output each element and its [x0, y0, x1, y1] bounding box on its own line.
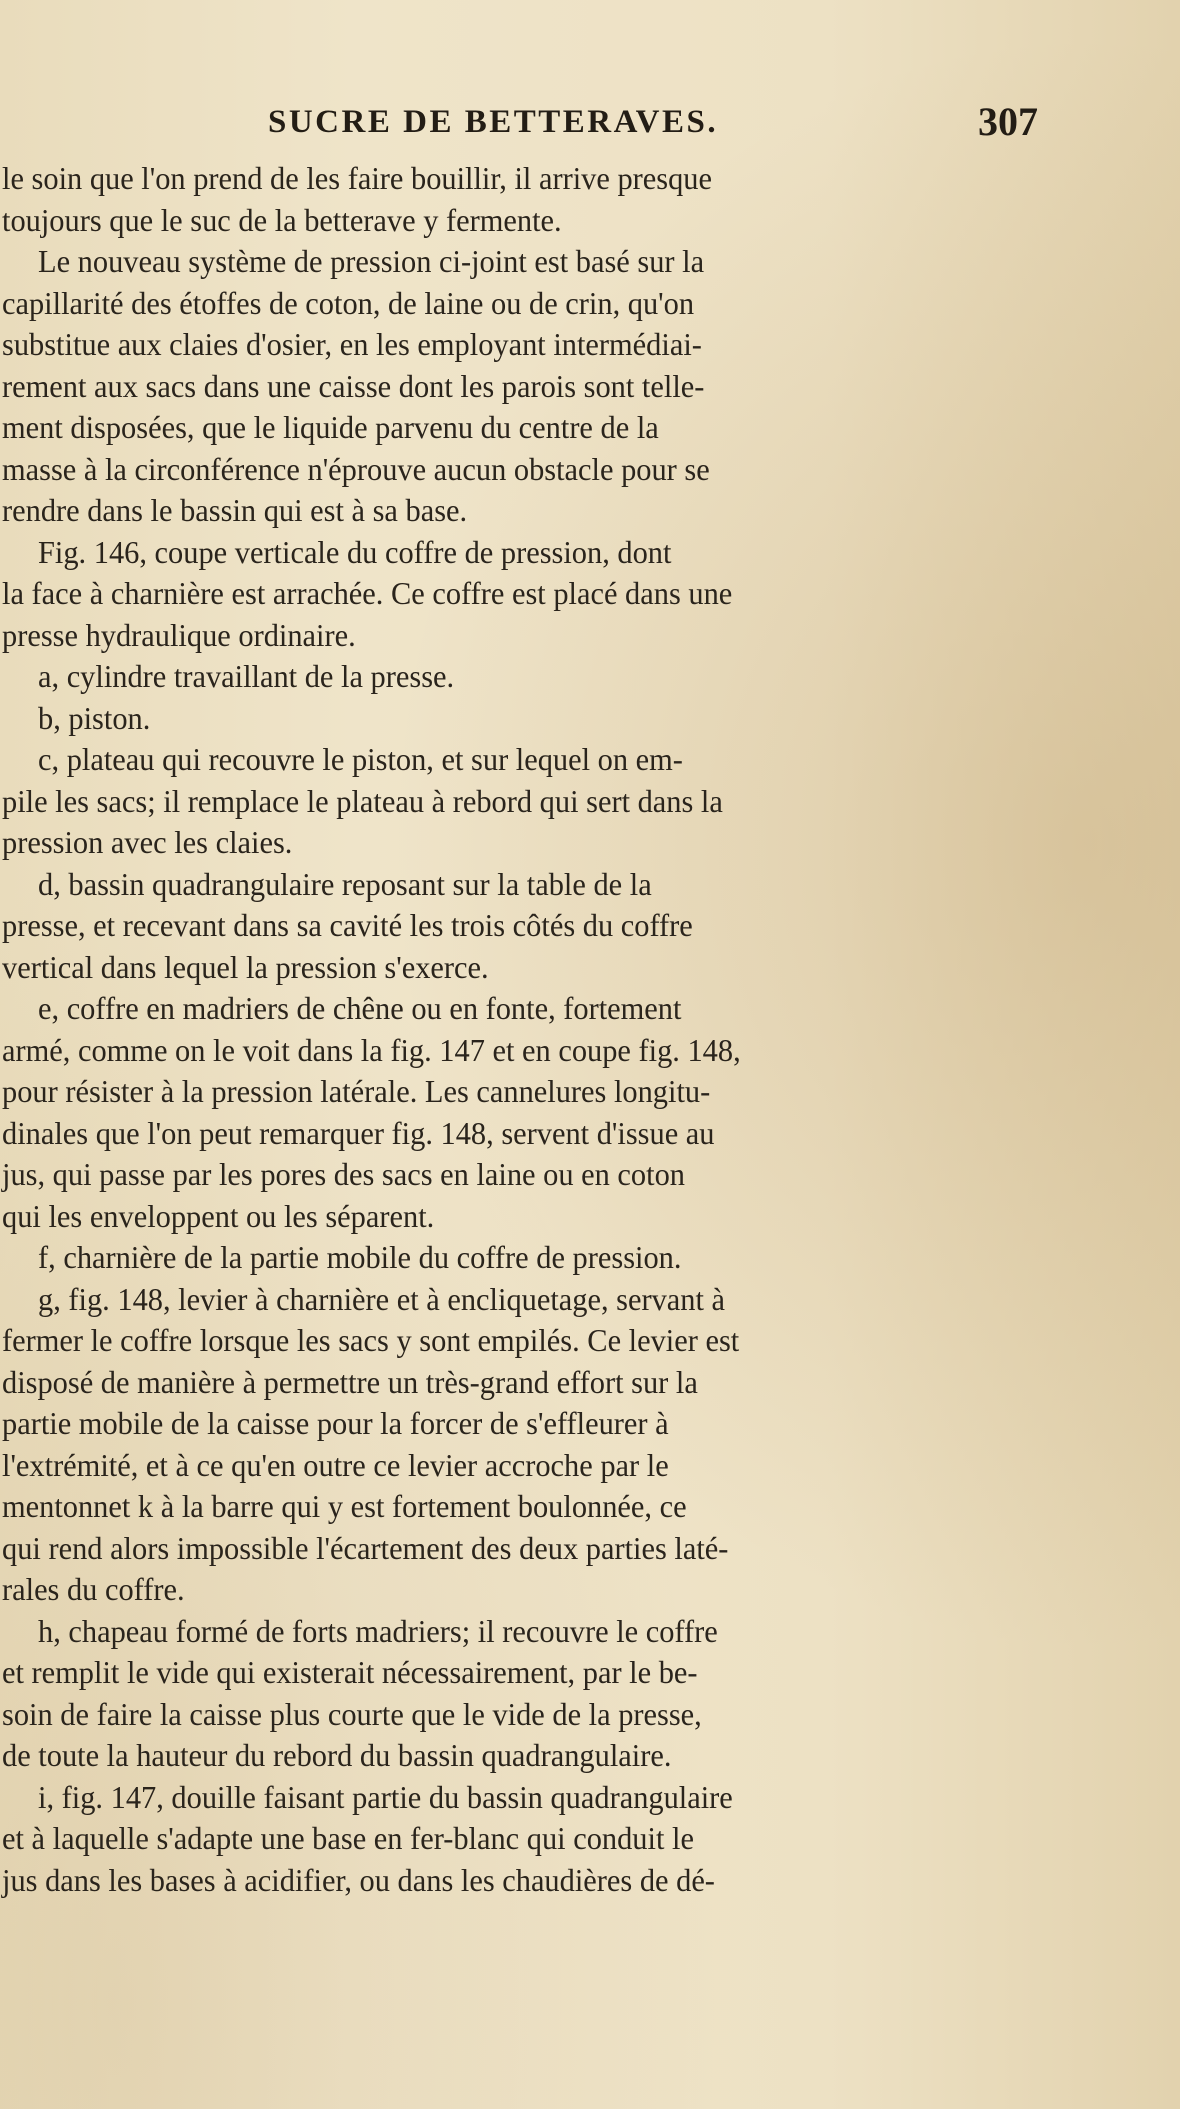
text-line: pression avec les claies. — [2, 824, 293, 860]
text-line: pour résister à la pression latérale. Les cannelures longitu- — [2, 1073, 711, 1109]
text-line: armé, comme on le voit dans la fig. 147 et en coupe fig. 148, — [2, 1031, 741, 1068]
text-line: fermer le coffre lorsque les sacs y sont empilés. Ce levier est — [2, 1322, 740, 1358]
text-line: substitue aux claies d'osier, en les employant intermédiai- — [2, 326, 702, 362]
text-line: pile les sacs; il remplace le plateau à rebord qui sert dans la — [2, 782, 723, 819]
text-line: jus, qui passe par les pores des sacs en laine ou en coton — [2, 1156, 685, 1192]
text-line: rales du coffre. — [2, 1571, 185, 1607]
text-line: jus dans les bases à acidifier, ou dans les chaudières de dé- — [2, 1861, 715, 1898]
text-line: presse hydraulique ordinaire. — [2, 616, 356, 653]
running-title: SUCRE DE BETTERAVES. — [268, 104, 719, 140]
text-line: et à laquelle s'adapte une base en fer-blanc qui conduit le — [2, 1820, 694, 1856]
text-line: d, bassin quadrangulaire reposant sur la table de la — [38, 865, 652, 902]
text-line: Fig. 146, coupe verticale du coffre de pression, dont — [38, 533, 672, 570]
text-line: et remplit le vide qui existerait nécessairement, par le be- — [2, 1654, 698, 1690]
text-line: le soin que l'on prend de les faire bouillir, il arrive presque — [2, 160, 712, 196]
text-line: disposé de manière à permettre un très-grand effort sur la — [2, 1363, 698, 1400]
text-line: c, plateau qui recouvre le piston, et sur lequel on em- — [38, 741, 683, 777]
text-line: de toute la hauteur du rebord du bassin quadrangulaire. — [2, 1737, 672, 1773]
text-line: h, chapeau formé de forts madriers; il recouvre le coffre — [38, 1612, 718, 1649]
text-line: a, cylindre travaillant de la presse. — [38, 658, 455, 694]
text-line: ment disposées, que le liquide parvenu du centre de la — [2, 409, 659, 445]
text-line: vertical dans lequel la pression s'exerce. — [2, 948, 489, 985]
text-line: l'extrémité, et à ce qu'en outre ce levier accroche par le — [2, 1446, 669, 1483]
text-line: rement aux sacs dans une caisse dont les parois sont telle- — [2, 367, 705, 404]
text-line: rendre dans le bassin qui est à sa base. — [2, 492, 468, 528]
text-line: capillarité des étoffes de coton, de laine ou de crin, qu'on — [2, 284, 695, 321]
text-line: g, fig. 148, levier à charnière et à encliquetage, servant à — [38, 1280, 726, 1317]
text-line: mentonnet k à la barre qui y est fortement boulonnée, ce — [2, 1488, 687, 1524]
page-header — [0, 98, 1180, 148]
text-line: Le nouveau système de pression ci-joint est basé sur la — [38, 243, 705, 279]
text-line: b, piston. — [38, 699, 151, 736]
text-line: soin de faire la caisse plus courte que le vide de la presse, — [2, 1695, 702, 1732]
text-line: qui les enveloppent ou les séparent. — [2, 1197, 435, 1234]
text-line: partie mobile de la caisse pour la forcer de s'effleurer à — [2, 1405, 669, 1441]
text-line: dinales que l'on peut remarquer fig. 148, servent d'issue au — [2, 1114, 715, 1151]
text-line: qui rend alors impossible l'écartement des deux parties laté- — [2, 1529, 729, 1566]
text-line: masse à la circonférence n'éprouve aucun obstacle pour se — [2, 450, 710, 487]
text-line: e, coffre en madriers de chêne ou en fonte, fortement — [38, 990, 682, 1026]
text-line: la face à charnière est arrachée. Ce coffre est placé dans une — [2, 575, 733, 611]
text-line: f, charnière de la partie mobile du coffre de pression. — [38, 1239, 682, 1275]
text-line: presse, et recevant dans sa cavité les trois côtés du coffre — [2, 907, 693, 943]
text-line: i, fig. 147, douille faisant partie du bassin quadrangulaire — [38, 1778, 733, 1815]
page-number: 307 — [978, 99, 1038, 144]
text-line: toujours que le suc de la betterave y fermente. — [2, 201, 562, 238]
